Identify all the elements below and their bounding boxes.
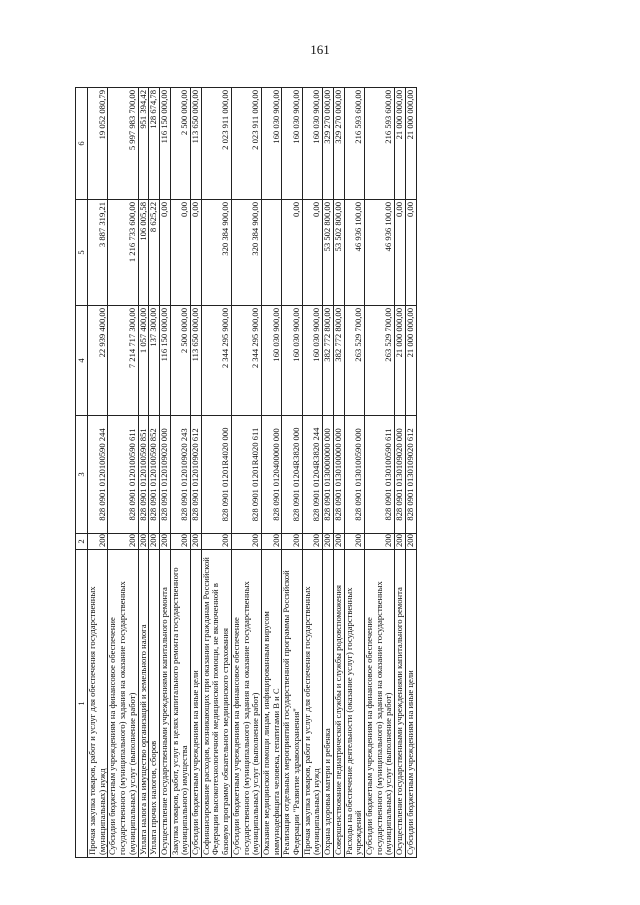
table-row xyxy=(201,88,231,858)
column-header: 4 xyxy=(76,306,88,416)
row-col2-cell: 200 xyxy=(302,534,322,550)
row-code-cell: 828 0901 0130100000 000 xyxy=(333,416,344,534)
row-amount-remaining-cell: 5 997 983 700,00 xyxy=(108,88,138,200)
row-amount-remaining-cell: 951 394,42 xyxy=(138,88,149,200)
row-col2-cell: 200 xyxy=(231,534,261,550)
row-code-cell: 828 0901 0120109020 000 xyxy=(159,416,170,534)
row-col2-cell: 200 xyxy=(170,534,190,550)
column-header: 5 xyxy=(76,200,88,306)
table-row xyxy=(344,88,364,858)
row-amount-executed-cell: 106 005,58 xyxy=(138,200,149,306)
row-amount-planned-cell: 113 650 000,00 xyxy=(191,306,202,416)
table-row xyxy=(282,88,302,858)
row-amount-remaining-cell: 2 500 000,00 xyxy=(170,88,190,200)
row-name-cell: Софинансирование расходов, возникающих при оказании гражданам Российской Федерации высокотехнологичной медицинской помощи, не включенной в базовую программу обязательного медицинского страхования xyxy=(201,550,231,858)
row-amount-executed-cell: 0,00 xyxy=(302,200,322,306)
budget-table xyxy=(75,87,417,858)
row-name-cell: Оказание медицинской помощи лицам, инфицированным вирусом иммунодефицита человека, гепатитами B и C xyxy=(261,550,281,858)
row-code-cell: 828 0901 01201R4020 611 xyxy=(231,416,261,534)
row-name-cell: Закупка товаров, работ, услуг в целях капитального ремонта государственного (муниципального) имущества xyxy=(170,550,190,858)
row-col2-cell: 200 xyxy=(261,534,281,550)
row-col2-cell: 200 xyxy=(344,534,364,550)
row-name-cell: Прочая закупка товаров, работ и услуг для обеспечения государственных (муниципальных) нужд xyxy=(302,550,322,858)
row-amount-planned-cell: 21 000 000,00 xyxy=(395,306,406,416)
row-amount-remaining-cell: 329 270 000,00 xyxy=(333,88,344,200)
table-row xyxy=(333,88,344,858)
row-name-cell: Совершенствование педиатрической службы и службы родовспоможения xyxy=(333,550,344,858)
rotated-table-container xyxy=(75,88,527,858)
row-amount-planned-cell: 2 344 295 900,00 xyxy=(231,306,261,416)
row-amount-executed-cell: 46 936 100,00 xyxy=(344,200,364,306)
row-amount-executed-cell: 0,00 xyxy=(159,200,170,306)
row-name-cell: Прочая закупка товаров, работ и услуг для обеспечения государственных (муниципальных) нужд xyxy=(88,550,108,858)
row-amount-executed-cell: 46 936 100,00 xyxy=(364,200,394,306)
table-row xyxy=(170,88,190,858)
row-amount-executed-cell: 0,00 xyxy=(170,200,190,306)
row-name-cell: Субсидии бюджетным учреждениям на финансовое обеспечение государственного (муниципального) задания на оказание государственных (муниципальных) услуг (выполнение работ) xyxy=(364,550,394,858)
rotated-table-area xyxy=(75,88,527,858)
row-code-cell: 828 0901 0130100590 611 xyxy=(364,416,394,534)
row-code-cell: 828 0901 01201R4020 000 xyxy=(201,416,231,534)
row-code-cell: 828 0901 0120400000 000 xyxy=(261,416,281,534)
page-number: 161 xyxy=(310,42,330,57)
table-row xyxy=(88,88,108,858)
row-col2-cell: 200 xyxy=(282,534,302,550)
row-code-cell: 828 0901 0130109020 000 xyxy=(395,416,406,534)
row-code-cell: 828 0901 0120100590 244 xyxy=(88,416,108,534)
row-col2-cell: 200 xyxy=(333,534,344,550)
row-amount-executed-cell: 320 384 900,00 xyxy=(201,200,231,306)
row-code-cell: 828 0901 0130100590 000 xyxy=(344,416,364,534)
row-amount-executed-cell: 8 625,22 xyxy=(149,200,160,306)
row-code-cell: 828 0901 0130109020 612 xyxy=(405,416,416,534)
row-name-cell: Осуществление государственными учреждениями капитального ремонта xyxy=(395,550,406,858)
row-amount-planned-cell: 21 000 000,00 xyxy=(405,306,416,416)
row-amount-remaining-cell: 160 030 900,00 xyxy=(282,88,302,200)
row-amount-executed-cell: 53 502 800,00 xyxy=(333,200,344,306)
row-name-cell: Субсидии бюджетным учреждениям на финансовое обеспечение государственного (муниципального) задания на оказание государственных (муниципальных) услуг (выполнение работ) xyxy=(231,550,261,858)
table-row xyxy=(261,88,281,858)
row-name-cell: Субсидии бюджетным учреждениям на финансовое обеспечение государственного (муниципального) задания на оказание государственных (муниципальных) услуг (выполнение работ) xyxy=(108,550,138,858)
row-amount-planned-cell: 160 030 900,00 xyxy=(282,306,302,416)
table-row xyxy=(364,88,394,858)
table-row xyxy=(231,88,261,858)
row-col2-cell: 200 xyxy=(395,534,406,550)
row-amount-planned-cell: 137 300,00 xyxy=(149,306,160,416)
row-amount-executed-cell: 0,00 xyxy=(395,200,406,306)
row-name-cell: Реализация отдельных мероприятий государственной программы Российской Федерации "Развитие здравоохранения" xyxy=(282,550,302,858)
column-header: 2 xyxy=(76,534,88,550)
row-amount-planned-cell: 1 057 400,00 xyxy=(138,306,149,416)
row-amount-remaining-cell: 19 052 080,79 xyxy=(88,88,108,200)
table-row xyxy=(191,88,202,858)
row-amount-executed-cell: 0,00 xyxy=(405,200,416,306)
row-name-cell: Осуществление государственными учреждениями капитального ремонта xyxy=(159,550,170,858)
row-name-cell: Субсидии бюджетным учреждениям на иные цели xyxy=(191,550,202,858)
row-name-cell: Расходы на обеспечение деятельности (оказание услуг) государственных учреждений xyxy=(344,550,364,858)
table-row xyxy=(323,88,334,858)
row-col2-cell: 200 xyxy=(88,534,108,550)
table-row xyxy=(108,88,138,858)
row-amount-planned-cell: 2 500 000,00 xyxy=(170,306,190,416)
row-code-cell: 828 0901 0120100590 611 xyxy=(108,416,138,534)
row-amount-planned-cell: 116 150 000,00 xyxy=(159,306,170,416)
row-col2-cell: 200 xyxy=(138,534,149,550)
row-col2-cell: 200 xyxy=(201,534,231,550)
row-amount-remaining-cell: 21 000 000,00 xyxy=(405,88,416,200)
row-col2-cell: 200 xyxy=(149,534,160,550)
row-amount-executed-cell: 320 384 900,00 xyxy=(231,200,261,306)
row-col2-cell: 200 xyxy=(108,534,138,550)
row-amount-planned-cell: 2 344 295 900,00 xyxy=(201,306,231,416)
column-header: 1 xyxy=(76,550,88,858)
row-amount-remaining-cell: 113 650 000,00 xyxy=(191,88,202,200)
row-amount-remaining-cell: 21 000 000,00 xyxy=(395,88,406,200)
row-amount-executed-cell: 1 216 733 600,00 xyxy=(108,200,138,306)
row-code-cell: 828 0901 0120109020 612 xyxy=(191,416,202,534)
row-amount-remaining-cell: 329 270 000,00 xyxy=(323,88,334,200)
row-col2-cell: 200 xyxy=(364,534,394,550)
row-amount-planned-cell: 263 529 700,00 xyxy=(364,306,394,416)
row-amount-planned-cell: 382 772 800,00 xyxy=(323,306,334,416)
row-amount-planned-cell: 22 939 400,00 xyxy=(88,306,108,416)
row-code-cell: 828 0901 0120109020 243 xyxy=(170,416,190,534)
row-name-cell: Субсидии бюджетным учреждениям на иные цели xyxy=(405,550,416,858)
table-row xyxy=(149,88,160,858)
row-name-cell: Уплата налога на имущество организаций и земельного налога xyxy=(138,550,149,858)
row-amount-executed-cell xyxy=(261,200,281,306)
row-amount-executed-cell: 3 887 319,21 xyxy=(88,200,108,306)
row-amount-executed-cell: 0,00 xyxy=(282,200,302,306)
row-amount-planned-cell: 263 529 700,00 xyxy=(344,306,364,416)
row-col2-cell: 200 xyxy=(323,534,334,550)
row-col2-cell: 200 xyxy=(405,534,416,550)
table-row xyxy=(138,88,149,858)
row-code-cell: 828 0901 0130000000 000 xyxy=(323,416,334,534)
row-code-cell: 828 0901 01204R3820 244 xyxy=(302,416,322,534)
row-col2-cell: 200 xyxy=(159,534,170,550)
row-name-cell: Охрана здоровья матери и ребенка xyxy=(323,550,334,858)
row-name-cell: Уплата прочих налогов, сборов xyxy=(149,550,160,858)
table-row xyxy=(302,88,322,858)
table-row xyxy=(405,88,416,858)
row-code-cell: 828 0901 0120100590 852 xyxy=(149,416,160,534)
row-amount-planned-cell: 160 030 900,00 xyxy=(302,306,322,416)
row-amount-planned-cell: 7 214 717 300,00 xyxy=(108,306,138,416)
row-amount-planned-cell: 382 772 800,00 xyxy=(333,306,344,416)
header-row xyxy=(76,88,88,858)
row-amount-remaining-cell: 160 030 900,00 xyxy=(261,88,281,200)
row-amount-remaining-cell: 160 030 900,00 xyxy=(302,88,322,200)
column-header: 3 xyxy=(76,416,88,534)
row-amount-remaining-cell: 216 593 600,00 xyxy=(364,88,394,200)
row-col2-cell: 200 xyxy=(191,534,202,550)
table-row xyxy=(159,88,170,858)
row-amount-executed-cell: 53 502 800,00 xyxy=(323,200,334,306)
row-code-cell: 828 0901 0120100590 851 xyxy=(138,416,149,534)
row-amount-remaining-cell: 128 674,78 xyxy=(149,88,160,200)
column-header: 6 xyxy=(76,88,88,200)
row-amount-remaining-cell: 2 023 911 000,00 xyxy=(201,88,231,200)
row-amount-remaining-cell: 2 023 911 000,00 xyxy=(231,88,261,200)
row-amount-planned-cell: 160 030 900,00 xyxy=(261,306,281,416)
row-amount-remaining-cell: 216 593 600,00 xyxy=(344,88,364,200)
row-code-cell: 828 0901 01204R3820 000 xyxy=(282,416,302,534)
table-row xyxy=(395,88,406,858)
row-amount-executed-cell: 0,00 xyxy=(191,200,202,306)
row-amount-remaining-cell: 116 150 000,00 xyxy=(159,88,170,200)
table-body xyxy=(88,88,417,858)
